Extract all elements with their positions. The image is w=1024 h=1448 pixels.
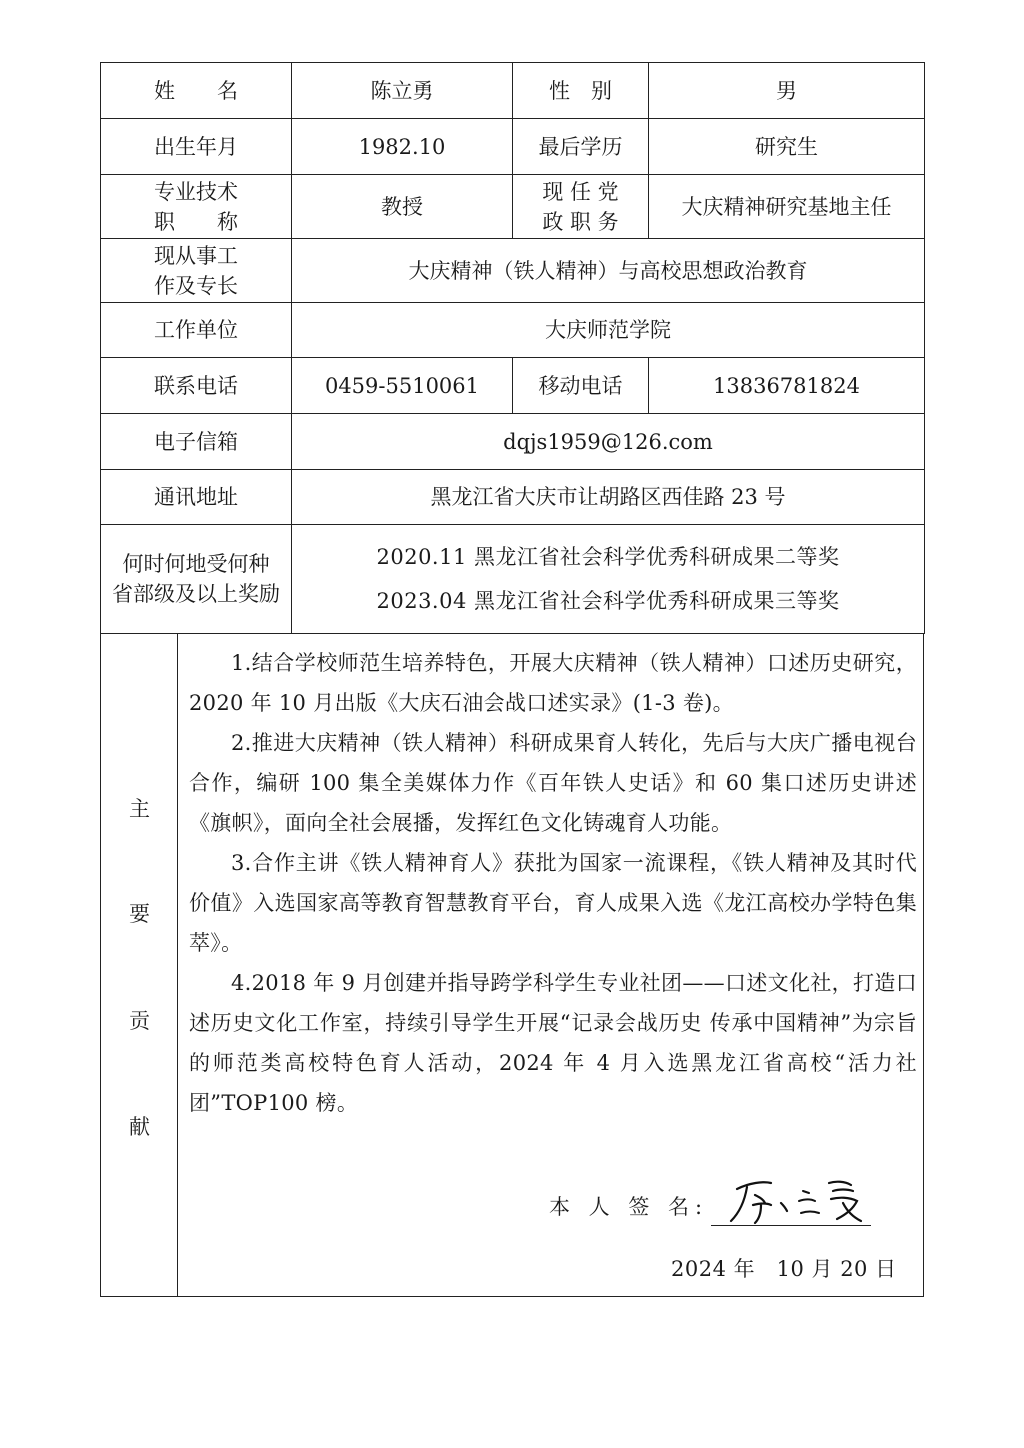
signature-label: 本 人 签 名: (549, 1195, 709, 1219)
birth-label: 出生年月 (101, 119, 292, 175)
edu-value: 研究生 (649, 119, 925, 175)
edu-label: 最后学历 (513, 119, 649, 175)
title-value: 教授 (292, 175, 513, 239)
row-phone (101, 358, 925, 414)
application-form (100, 62, 924, 1297)
sign-date: 2024 年 10 月 20 日 (671, 1257, 897, 1281)
contributions-section (100, 633, 924, 1297)
birth-value: 1982.10 (292, 119, 513, 175)
post-label (513, 175, 649, 239)
name-value: 陈立勇 (292, 63, 513, 119)
contributions-body (189, 643, 917, 1123)
phone-value: 0459-5510061 (292, 358, 513, 414)
awards-label-line2: 省部级及以上奖励 (112, 582, 280, 606)
info-table (100, 62, 925, 634)
email-value: dqjs1959@126.com (292, 414, 925, 470)
work-label-line2: 作及专长 (154, 273, 238, 298)
contributions-label-char: 贡 (129, 1009, 150, 1033)
title-label-line1: 专业技术 (154, 179, 238, 204)
contribution-item: 3.合作主讲《铁人精神育人》获批为国家一流课程，《铁人精神及其时代价值》入选国家高等教育智慧教育平台，育人成果入选《龙江高校办学特色集萃》。 (189, 851, 917, 955)
work-label-line1: 现从事工 (154, 243, 238, 268)
row-title (101, 175, 925, 239)
address-value: 黑龙江省大庆市让胡路区西佳路 23 号 (292, 470, 925, 525)
contribution-item: 4.2018 年 9 月创建并指导跨学科学生专业社团——口述文化社，打造口述历史文化工作室，持续引导学生开展“记录会战历史 传承中国精神”为宗旨的师范类高校特色育人活动，2024 年 4 月入选黑龙江省高校“活力社团”TOP100 榜。 (189, 971, 917, 1115)
gender-value: 男 (649, 63, 925, 119)
unit-label: 工作单位 (101, 303, 292, 358)
title-label-line2: 职 称 (154, 209, 238, 234)
handwritten-signature (719, 1169, 869, 1227)
row-name (101, 63, 925, 119)
mobile-value: 13836781824 (649, 358, 925, 414)
mobile-label: 移动电话 (513, 358, 649, 414)
award-item: 2023.04 黑龙江省社会科学优秀科研成果三等奖 (376, 589, 840, 613)
row-awards (101, 525, 925, 634)
post-label-line1: 现 任 党 (542, 179, 619, 204)
work-label (101, 239, 292, 303)
awards-value (292, 525, 925, 634)
contributions-label-char: 献 (129, 1115, 150, 1139)
row-work (101, 239, 925, 303)
email-label: 电子信箱 (101, 414, 292, 470)
contribution-item: 2.推进大庆精神（铁人精神）科研成果育人转化，先后与大庆广播电视台合作，编研 100 集全美媒体力作《百年铁人史话》和 60 集口述历史讲述《旗帜》，面向全社会展播，发挥红色文化铸魂育人功能。 (189, 731, 917, 835)
phone-label: 联系电话 (101, 358, 292, 414)
address-label: 通讯地址 (101, 470, 292, 525)
row-email (101, 414, 925, 470)
post-label-line2: 政 职 务 (542, 209, 619, 234)
contributions-label-char: 主 (129, 797, 150, 821)
row-address (101, 470, 925, 525)
name-label: 姓 名 (101, 63, 292, 119)
unit-value: 大庆师范学院 (292, 303, 925, 358)
contributions-label (101, 633, 178, 1296)
signature-underline (711, 1225, 871, 1226)
award-item: 2020.11 黑龙江省社会科学优秀科研成果二等奖 (376, 545, 840, 569)
contributions-label-char: 要 (129, 902, 150, 926)
awards-label (101, 525, 292, 634)
gender-label: 性 别 (513, 63, 649, 119)
row-birth (101, 119, 925, 175)
contribution-item: 1.结合学校师范生培养特色，开展大庆精神（铁人精神）口述历史研究，2020 年 10 月出版《大庆石油会战口述实录》(1-3 卷)。 (189, 651, 917, 715)
work-value: 大庆精神（铁人精神）与高校思想政治教育 (292, 239, 925, 303)
signature-row (549, 1173, 929, 1233)
post-value: 大庆精神研究基地主任 (649, 175, 925, 239)
title-label (101, 175, 292, 239)
awards-label-line1: 何时何地受何种 (122, 552, 270, 576)
row-unit (101, 303, 925, 358)
